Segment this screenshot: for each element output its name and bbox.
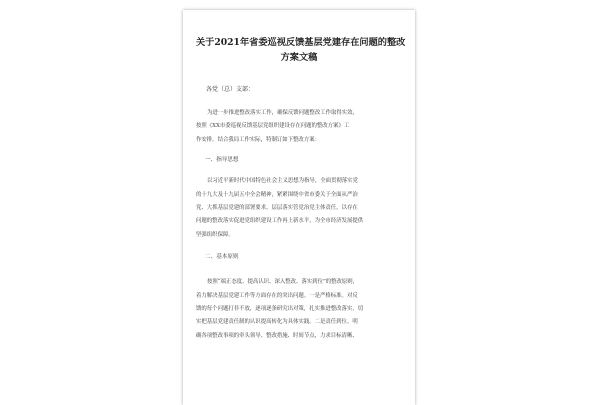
guiding-ideology-paragraph xyxy=(196,175,402,242)
paragraph-line: 实把基层党建责任制的认识提高转化为具体实践。二是责任到位。明 xyxy=(196,319,358,326)
document-content xyxy=(196,35,406,343)
title-line: 方案文稿 xyxy=(280,52,318,63)
salutation: 各党（总）支部： xyxy=(206,86,255,93)
section-heading-basic-principles: 二、基本原则 xyxy=(205,254,239,261)
document-page xyxy=(183,10,415,405)
basic-principles-paragraph xyxy=(196,276,402,343)
paragraph-line: 作安排，结合我局工作实际，特制订如下整改方案： xyxy=(196,136,320,143)
paragraph-line: 坚强组织保障。 xyxy=(196,231,234,238)
paragraph-line: 按照《XX市委巡视反馈基层党组织建设存在问题的整改方案》工 xyxy=(196,123,350,130)
paragraph-line: 确各项整改事项的牵头领导、整改措施、时间节点，力求目标清晰、 xyxy=(196,332,358,339)
document-title xyxy=(196,35,406,65)
paragraph-line: 党、大抓基层党建的部署要求，层层落实管党治党主体责任，以存在 xyxy=(196,205,358,212)
paragraph-line: 按照“端正态度、提高认识、深入整改、落实到位”的整改原则， xyxy=(207,279,359,286)
section-heading-guiding-ideology: 一、指导思想 xyxy=(205,157,239,164)
paragraph-line: 的十九大及十九届五中全会精神，紧紧围绕中省市委关于全面从严治 xyxy=(196,191,358,198)
paragraph-line: 问题的整改落实促进党组织建设工作再上新水平，为全市经济发展提供 xyxy=(196,218,364,225)
paragraph-line: 为进一步推进整改落实工作，确保反馈问题整改工作取得实效， xyxy=(207,110,358,116)
paragraph-line: 以习近平新时代中国特色社会主义思想为指导，全面贯彻落实党 xyxy=(207,178,358,185)
title-line: 关于2021年省委巡视反馈基层党建存在问题的整改 xyxy=(196,37,406,48)
intro-paragraph xyxy=(196,107,402,147)
paragraph-line: 馈的每个问题打非不放，逐项逐条研究出对策，扎实推进整改落实，切 xyxy=(196,306,364,313)
paragraph-line: 着力解决基层党建工作等方面存在的突出问题。一是严格标准。对反 xyxy=(196,292,358,299)
